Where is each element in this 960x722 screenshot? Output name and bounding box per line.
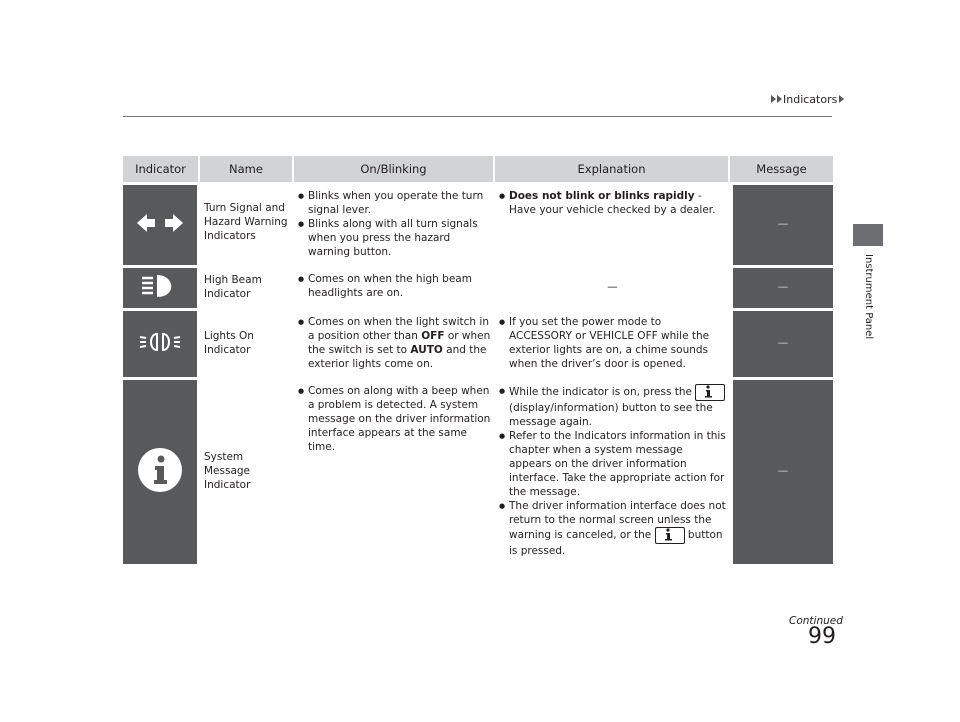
- indicator-name: Turn Signal and Hazard Warning Indicators: [204, 202, 288, 242]
- chevron-right-icon: [777, 95, 782, 103]
- list-item: ● Blinks along with all turn signals when you press the hazard warning button.: [298, 217, 491, 259]
- table-row: [123, 311, 833, 377]
- breadcrumb-label: Indicators: [783, 93, 838, 106]
- text-segment: and the exterior lights come on.: [308, 344, 487, 370]
- chevron-right-icon: [771, 95, 776, 103]
- text-segment: While the indicator is on, press the: [509, 386, 696, 398]
- high-beam-icon: [123, 268, 200, 308]
- emphasis-text: AUTO: [410, 344, 443, 356]
- message-cell: —: [730, 268, 833, 308]
- display-info-button-icon: [695, 384, 725, 401]
- section-side-label: [860, 254, 876, 374]
- list-item: ● Comes on when the high beam headlights are on.: [298, 272, 491, 300]
- on-blinking-cell: [294, 268, 495, 308]
- explanation-cell: [495, 380, 730, 564]
- emphasis-text: Does not blink or blinks rapidly: [509, 190, 695, 202]
- indicator-name: High Beam Indicator: [204, 274, 262, 300]
- emphasis-text: OFF: [421, 330, 445, 342]
- list-item: [499, 189, 726, 217]
- header-rule: [123, 116, 832, 117]
- section-tab: [853, 224, 883, 246]
- list-item: ● Refer to the Indicators information in this chapter when a system message appears on the driver information interface. Take the appropriate action for the message.: [499, 429, 726, 499]
- message-cell: —: [730, 311, 833, 377]
- explanation-text: - Have your vehicle checked by a dealer.: [509, 190, 716, 216]
- section-side-label-text: Instrument Panel: [863, 254, 874, 340]
- table-header-row: [123, 156, 833, 182]
- list-item: [298, 315, 491, 371]
- lights-on-icon: [123, 311, 200, 377]
- text-segment: button is pressed.: [509, 529, 723, 557]
- table-row: [123, 268, 833, 308]
- list-item: ● If you set the power mode to ACCESSORY or VEHICLE OFF while the exterior lights are on, a chime sounds when the driver’s door is opened.: [499, 315, 726, 371]
- text-segment: (display/information) button to see the message again.: [509, 402, 713, 428]
- list-item: [499, 499, 726, 558]
- indicator-table: [123, 156, 833, 564]
- list-item: ● Blinks when you operate the turn signal lever.: [298, 189, 491, 217]
- explanation-cell: [495, 185, 730, 265]
- message-cell: —: [730, 185, 833, 265]
- header-indicator: Indicator: [123, 156, 200, 182]
- text-segment: The driver information interface does not return to the normal screen unless the warning is canceled, or the: [509, 500, 726, 541]
- table-row: [123, 380, 833, 564]
- display-info-button-icon: [655, 527, 685, 544]
- page-number: 99: [808, 624, 836, 649]
- continued-label: Continued: [789, 615, 843, 627]
- indicator-name: System Message Indicator: [204, 451, 251, 491]
- breadcrumb: [771, 93, 845, 106]
- header-name: Name: [200, 156, 294, 182]
- explanation-cell: [495, 311, 730, 377]
- text-segment: or when the switch is set to: [308, 330, 491, 356]
- text-segment: Comes on when the light switch in a position other than: [308, 316, 489, 342]
- list-item: [499, 384, 726, 429]
- explanation-cell: —: [607, 281, 618, 293]
- header-explanation: Explanation: [495, 156, 730, 182]
- list-item: ● Comes on along with a beep when a problem is detected. A system message on the driver information interface appears at the same time.: [298, 384, 491, 454]
- turn-signal-icon: [123, 185, 200, 265]
- on-blinking-cell: [294, 185, 495, 265]
- on-blinking-cell: [294, 380, 495, 564]
- message-cell: —: [730, 380, 833, 564]
- on-blinking-cell: [294, 311, 495, 377]
- indicator-name: Lights On Indicator: [204, 330, 254, 356]
- header-on-blinking: On/Blinking: [294, 156, 495, 182]
- table-row: [123, 185, 833, 265]
- header-message: Message: [730, 156, 833, 182]
- chevron-right-icon: [839, 95, 844, 103]
- system-message-icon: [123, 380, 200, 564]
